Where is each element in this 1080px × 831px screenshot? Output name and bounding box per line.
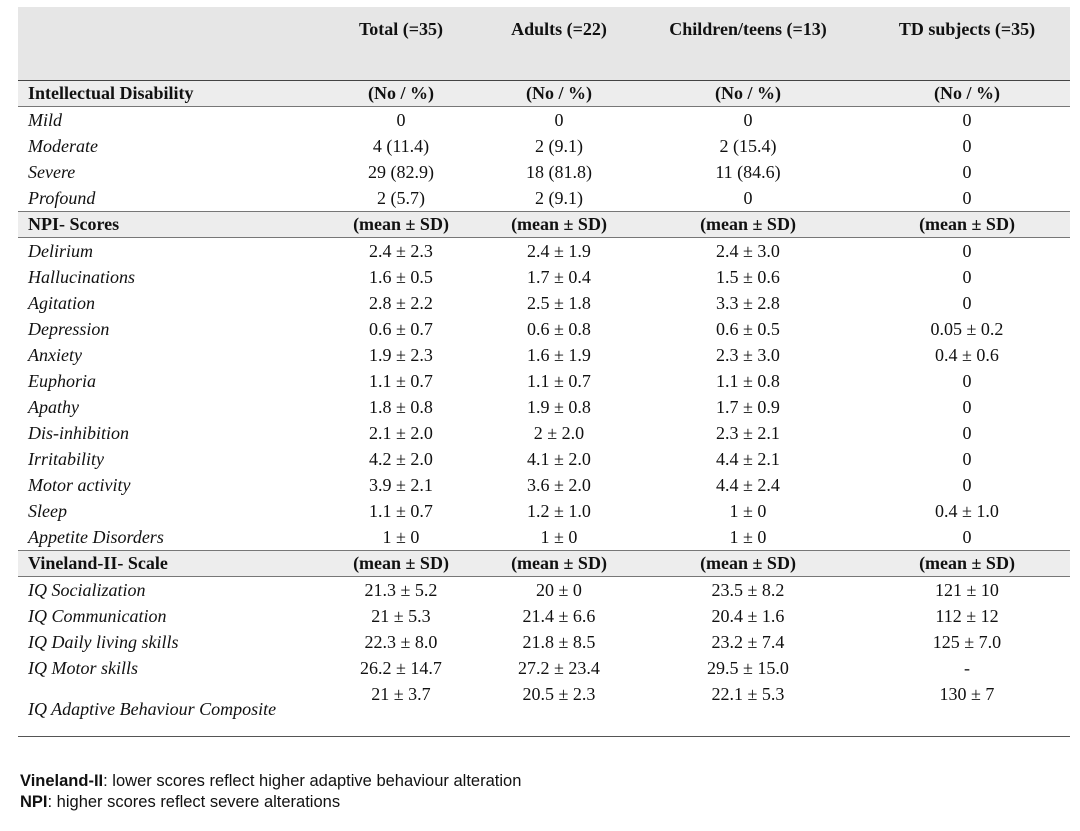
table-row bbox=[18, 107, 1070, 134]
value-cell: 4.1 ± 2.0 bbox=[527, 448, 591, 469]
note-text: : lower scores reflect higher adaptive behaviour alteration bbox=[103, 772, 522, 790]
header-cell-blank bbox=[18, 7, 316, 81]
row-label: Mild bbox=[28, 110, 62, 130]
value-cell: 26.2 ± 14.7 bbox=[360, 657, 442, 678]
value-cell: 0 bbox=[962, 370, 972, 391]
value-cell: 1.9 ± 2.3 bbox=[369, 344, 433, 365]
value-cell: 21.3 ± 5.2 bbox=[364, 579, 438, 600]
value-cell: 1.6 ± 1.9 bbox=[527, 344, 591, 365]
value-cell: 0 bbox=[743, 187, 753, 208]
row-label: IQ Communication bbox=[28, 606, 167, 626]
table-body bbox=[18, 81, 1070, 737]
table-notes bbox=[20, 771, 521, 813]
value-cell: 0 bbox=[962, 135, 972, 156]
section-title: Intellectual Disability bbox=[18, 81, 316, 107]
value-cell: 3.6 ± 2.0 bbox=[527, 474, 591, 495]
value-cell: 21.4 ± 6.6 bbox=[522, 605, 596, 626]
value-cell: 18 (81.8) bbox=[526, 161, 592, 182]
header-cell-total: Total (=35) bbox=[316, 7, 486, 81]
row-label: IQ Daily living skills bbox=[28, 632, 179, 652]
table-row bbox=[18, 133, 1070, 159]
section-header-row bbox=[18, 551, 1070, 577]
value-cell: 29.5 ± 15.0 bbox=[707, 657, 789, 678]
value-cell: 1.8 ± 0.8 bbox=[369, 396, 433, 417]
value-cell: 2 (9.1) bbox=[535, 135, 583, 156]
value-cell: 20 ± 0 bbox=[536, 579, 582, 600]
value-cell: 0.6 ± 0.7 bbox=[369, 318, 433, 339]
value-cell: 125 ± 7.0 bbox=[932, 631, 1002, 652]
row-label: IQ Socialization bbox=[28, 580, 146, 600]
value-cell: 0 bbox=[962, 422, 972, 443]
data-table-container bbox=[18, 7, 1070, 737]
row-label: Euphoria bbox=[28, 371, 97, 391]
note-vineland bbox=[20, 771, 521, 792]
section-unit-cell: (No / %) bbox=[486, 81, 632, 107]
value-cell: 2.1 ± 2.0 bbox=[369, 422, 433, 443]
row-label: Motor activity bbox=[28, 475, 131, 495]
value-cell: 0 bbox=[962, 240, 972, 261]
value-cell: 2 ± 2.0 bbox=[533, 422, 585, 443]
row-label: Moderate bbox=[28, 136, 98, 156]
value-cell: 0 bbox=[962, 292, 972, 313]
value-cell: 4.4 ± 2.1 bbox=[716, 448, 780, 469]
row-label: IQ Motor skills bbox=[28, 658, 138, 678]
value-cell: 0 bbox=[554, 109, 564, 130]
row-label: Profound bbox=[28, 188, 96, 208]
value-cell: 0 bbox=[962, 266, 972, 287]
value-cell: 4.4 ± 2.4 bbox=[716, 474, 780, 495]
section-unit-cell: (mean ± SD) bbox=[632, 212, 864, 238]
row-label: Apathy bbox=[28, 397, 79, 417]
value-cell: 0.4 ± 0.6 bbox=[935, 344, 999, 365]
table-row bbox=[18, 603, 1070, 629]
row-label: Hallucinations bbox=[28, 267, 135, 287]
note-term: Vineland-II bbox=[20, 772, 104, 790]
row-label: Sleep bbox=[28, 501, 67, 521]
value-cell: - bbox=[964, 657, 970, 678]
value-cell: 0 bbox=[962, 109, 972, 130]
value-cell: 29 (82.9) bbox=[368, 161, 434, 182]
table-row bbox=[18, 316, 1070, 342]
table-row bbox=[18, 577, 1070, 604]
table-row bbox=[18, 681, 1070, 737]
section-header-row bbox=[18, 81, 1070, 107]
value-cell: 2.4 ± 3.0 bbox=[716, 240, 780, 261]
value-cell: 1.6 ± 0.5 bbox=[369, 266, 433, 287]
section-unit-cell: (mean ± SD) bbox=[632, 551, 864, 577]
table-row bbox=[18, 524, 1070, 551]
table-row bbox=[18, 629, 1070, 655]
section-unit-cell: (No / %) bbox=[632, 81, 864, 107]
value-cell: 1 ± 0 bbox=[382, 526, 420, 547]
value-cell: 1.1 ± 0.7 bbox=[369, 370, 433, 391]
value-cell: 22.3 ± 8.0 bbox=[364, 631, 438, 652]
section-unit-cell: (mean ± SD) bbox=[486, 212, 632, 238]
header-cell-adults: Adults (=22) bbox=[486, 7, 632, 81]
value-cell: 2 (9.1) bbox=[535, 187, 583, 208]
value-cell: 2.4 ± 2.3 bbox=[369, 240, 433, 261]
clinical-data-table bbox=[18, 7, 1070, 737]
value-cell: 22.1 ± 5.3 bbox=[632, 681, 864, 737]
value-cell: 0.05 ± 0.2 bbox=[930, 318, 1004, 339]
note-npi bbox=[20, 792, 521, 813]
table-row bbox=[18, 290, 1070, 316]
section-header-row bbox=[18, 212, 1070, 238]
row-label: Dis-inhibition bbox=[28, 423, 130, 443]
value-cell: 3.3 ± 2.8 bbox=[716, 292, 780, 313]
value-cell: 2 (15.4) bbox=[719, 135, 777, 156]
row-label: Anxiety bbox=[28, 345, 82, 365]
section-unit-cell: (mean ± SD) bbox=[316, 212, 486, 238]
value-cell: 1.2 ± 1.0 bbox=[527, 500, 591, 521]
section-unit-cell: (mean ± SD) bbox=[486, 551, 632, 577]
value-cell: 23.5 ± 8.2 bbox=[711, 579, 785, 600]
table-row bbox=[18, 394, 1070, 420]
section-unit-cell: (mean ± SD) bbox=[316, 551, 486, 577]
value-cell: 0 bbox=[962, 396, 972, 417]
value-cell: 0 bbox=[962, 187, 972, 208]
note-text: : higher scores reflect severe alterations bbox=[47, 793, 341, 811]
section-title: NPI- Scores bbox=[18, 212, 316, 238]
value-cell: 112 ± 12 bbox=[935, 605, 999, 626]
header-cell-td-subjects: TD subjects (=35) bbox=[864, 7, 1070, 81]
value-cell: 3.9 ± 2.1 bbox=[369, 474, 433, 495]
value-cell: 0.6 ± 0.8 bbox=[527, 318, 591, 339]
value-cell: 1.1 ± 0.7 bbox=[369, 500, 433, 521]
table-row bbox=[18, 446, 1070, 472]
value-cell: 1 ± 0 bbox=[729, 500, 767, 521]
table-row bbox=[18, 264, 1070, 290]
value-cell: 1.9 ± 0.8 bbox=[527, 396, 591, 417]
value-cell: 21 ± 5.3 bbox=[371, 605, 431, 626]
value-cell: 1 ± 0 bbox=[729, 526, 767, 547]
value-cell: 21.8 ± 8.5 bbox=[522, 631, 596, 652]
table-row bbox=[18, 185, 1070, 212]
section-unit-cell: (mean ± SD) bbox=[864, 212, 1070, 238]
value-cell: 130 ± 7 bbox=[864, 681, 1070, 737]
value-cell: 0 bbox=[962, 474, 972, 495]
value-cell: 1.1 ± 0.8 bbox=[716, 370, 780, 391]
value-cell: 2.3 ± 2.1 bbox=[716, 422, 780, 443]
table-row bbox=[18, 342, 1070, 368]
table-row bbox=[18, 498, 1070, 524]
value-cell: 1.1 ± 0.7 bbox=[527, 370, 591, 391]
value-cell: 0 bbox=[962, 448, 972, 469]
table-row bbox=[18, 368, 1070, 394]
value-cell: 4.2 ± 2.0 bbox=[369, 448, 433, 469]
value-cell: 2.4 ± 1.9 bbox=[527, 240, 591, 261]
value-cell: 20.4 ± 1.6 bbox=[711, 605, 785, 626]
value-cell: 0 bbox=[962, 161, 972, 182]
row-label: Appetite Disorders bbox=[28, 527, 164, 547]
row-label: Irritability bbox=[28, 449, 104, 469]
value-cell: 11 (84.6) bbox=[715, 161, 781, 182]
value-cell: 0 bbox=[743, 109, 753, 130]
value-cell: 1.7 ± 0.4 bbox=[527, 266, 591, 287]
header-cell-children: Children/teens (=13) bbox=[632, 7, 864, 81]
value-cell: 0.6 ± 0.5 bbox=[716, 318, 780, 339]
value-cell: 20.5 ± 2.3 bbox=[486, 681, 632, 737]
value-cell: 0.4 ± 1.0 bbox=[935, 500, 999, 521]
note-term: NPI bbox=[20, 793, 48, 811]
value-cell: 0 bbox=[962, 526, 972, 547]
table-row bbox=[18, 655, 1070, 681]
value-cell: 21 ± 3.7 bbox=[316, 681, 486, 737]
table-row bbox=[18, 472, 1070, 498]
value-cell: 1.5 ± 0.6 bbox=[716, 266, 780, 287]
row-label: Depression bbox=[28, 319, 110, 339]
value-cell: 2.5 ± 1.8 bbox=[527, 292, 591, 313]
row-label: Delirium bbox=[28, 241, 93, 261]
table-row bbox=[18, 238, 1070, 265]
value-cell: 2.3 ± 3.0 bbox=[716, 344, 780, 365]
row-label: IQ Adaptive Behaviour Composite bbox=[18, 681, 316, 737]
table-header-row bbox=[18, 7, 1070, 81]
value-cell: 2 (5.7) bbox=[377, 187, 425, 208]
value-cell: 4 (11.4) bbox=[372, 135, 430, 156]
section-unit-cell: (No / %) bbox=[316, 81, 486, 107]
value-cell: 121 ± 10 bbox=[935, 579, 999, 600]
value-cell: 2.8 ± 2.2 bbox=[369, 292, 433, 313]
value-cell: 1.7 ± 0.9 bbox=[716, 396, 780, 417]
value-cell: 27.2 ± 23.4 bbox=[518, 657, 600, 678]
value-cell: 0 bbox=[396, 109, 406, 130]
row-label: Agitation bbox=[28, 293, 95, 313]
section-unit-cell: (No / %) bbox=[864, 81, 1070, 107]
section-unit-cell: (mean ± SD) bbox=[864, 551, 1070, 577]
section-title: Vineland-II- Scale bbox=[18, 551, 316, 577]
table-row bbox=[18, 159, 1070, 185]
value-cell: 23.2 ± 7.4 bbox=[711, 631, 785, 652]
row-label: Severe bbox=[28, 162, 76, 182]
value-cell: 1 ± 0 bbox=[540, 526, 578, 547]
table-row bbox=[18, 420, 1070, 446]
